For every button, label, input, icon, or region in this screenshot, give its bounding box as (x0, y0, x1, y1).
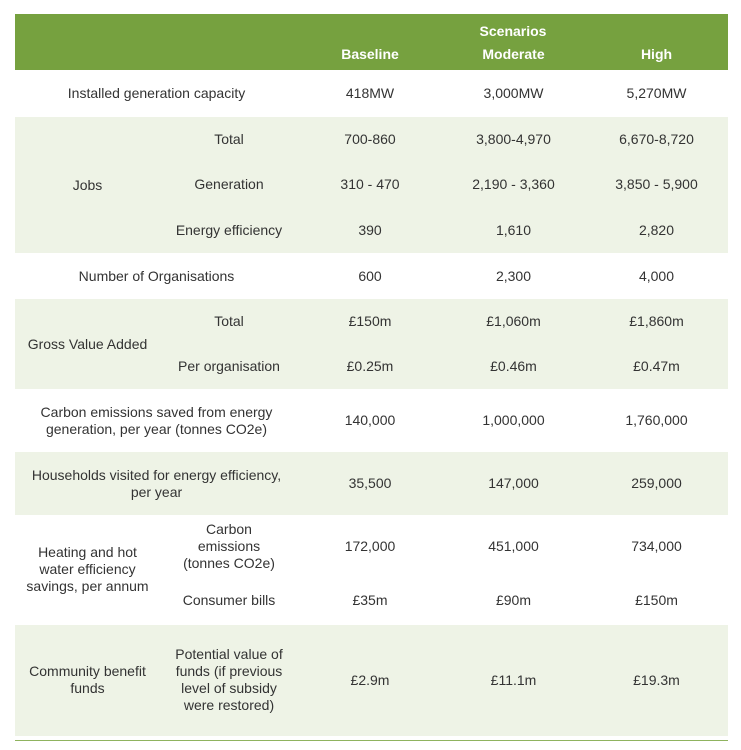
sublabel-heating-carbon (160, 515, 298, 577)
sublabel-community-potential (160, 624, 298, 736)
cell-gva-total-moderate: £1,060m (442, 299, 585, 344)
sublabel-gva-total: Total (160, 299, 298, 344)
cell-jobs-efficiency-baseline: 390 (298, 207, 442, 253)
cell-heating-carbon-baseline: 172,000 (344, 537, 396, 554)
sublabel-jobs-efficiency: Energy efficiency (160, 207, 298, 253)
header-baseline: Baseline (298, 42, 442, 70)
row-label-heating-text: Heating and hot water efficiency savings, per annum (26, 543, 149, 594)
row-label-community-text: Community benefit funds (29, 663, 146, 697)
row-label-carbon-saved (15, 389, 298, 452)
row-label-heating (15, 515, 160, 624)
cell-organisations-moderate: 2,300 (495, 267, 532, 284)
cell-carbon-saved-baseline: 140,000 (344, 412, 396, 428)
cell-households-moderate: 147,000 (442, 452, 585, 515)
cell-gva-per-org-high: £0.47m (585, 344, 728, 389)
header-spacer-2 (15, 42, 298, 70)
table-row (15, 624, 728, 736)
cell-jobs-generation-high: 3,850 - 5,900 (585, 162, 728, 207)
row-label-carbon-saved-text: Carbon emissions saved from energy generation, per year (tonnes CO2e) (40, 403, 273, 437)
cell-jobs-total-high: 6,670-8,720 (585, 117, 728, 162)
cell-community-baseline: £2.9m (298, 624, 442, 736)
cell-capacity-baseline: 418MW (345, 85, 395, 101)
scenarios-table (15, 14, 728, 736)
cell-carbon-saved-moderate: 1,000,000 (482, 412, 545, 428)
table-row (15, 253, 728, 299)
cell-households-high: 259,000 (585, 452, 728, 515)
sublabel-gva-per-org: Per organisation (160, 344, 298, 389)
sublabel-heating-carbon-text: Carbon emissions (tonnes CO2e) (183, 520, 275, 571)
cell-carbon-saved-high: 1,760,000 (625, 412, 688, 428)
cell-gva-per-org-moderate: £0.46m (442, 344, 585, 389)
table-row (15, 117, 728, 162)
cell-jobs-total-baseline: 700-860 (298, 117, 442, 162)
cell-capacity-high: 5,270MW (626, 85, 687, 101)
cell-capacity-moderate: 3,000MW (483, 85, 544, 101)
table-row (15, 70, 728, 117)
row-label-capacity: Installed generation capacity (67, 85, 246, 101)
cell-households-baseline: 35,500 (298, 452, 442, 515)
table-row (15, 452, 728, 515)
header-scenarios: Scenarios (298, 14, 728, 42)
table-row (15, 299, 728, 344)
header-moderate: Moderate (442, 42, 585, 70)
cell-organisations-baseline: 600 (358, 267, 382, 284)
cell-heating-carbon-moderate: 451,000 (488, 537, 539, 554)
sublabel-heating-bills: Consumer bills (182, 591, 276, 608)
sublabel-community-potential-text: Potential value of funds (if previous level of subsidy were restored) (175, 646, 283, 714)
cell-jobs-efficiency-moderate: 1,610 (442, 207, 585, 253)
header-high: High (585, 42, 728, 70)
table-bottom-rule (15, 740, 728, 741)
cell-heating-bills-moderate: £90m (495, 591, 532, 608)
cell-heating-bills-baseline: £35m (352, 591, 388, 608)
cell-gva-total-high: £1,860m (585, 299, 728, 344)
cell-jobs-efficiency-high: 2,820 (585, 207, 728, 253)
sublabel-jobs-generation: Generation (160, 162, 298, 207)
cell-gva-total-baseline: £150m (298, 299, 442, 344)
cell-heating-carbon-high: 734,000 (631, 537, 682, 554)
sublabel-jobs-total: Total (160, 117, 298, 162)
header-columns-row (15, 42, 728, 70)
row-label-community (15, 624, 160, 736)
table-row (15, 515, 728, 577)
cell-heating-bills-high: £150m (635, 591, 678, 608)
header-spacer (15, 14, 298, 42)
row-label-organisations: Number of Organisations (78, 267, 235, 284)
cell-jobs-generation-moderate: 2,190 - 3,360 (442, 162, 585, 207)
cell-organisations-high: 4,000 (638, 267, 675, 284)
row-label-households-text: Households visited for energy efficiency, per year (31, 466, 282, 500)
header-group-row (15, 14, 728, 42)
cell-gva-per-org-baseline: £0.25m (298, 344, 442, 389)
cell-community-high: £19.3m (585, 624, 728, 736)
table-row (15, 389, 728, 452)
row-label-gva: Gross Value Added (15, 299, 160, 389)
row-label-jobs: Jobs (15, 117, 160, 253)
cell-jobs-generation-baseline: 310 - 470 (298, 162, 442, 207)
cell-community-moderate: £11.1m (442, 624, 585, 736)
cell-jobs-total-moderate: 3,800-4,970 (442, 117, 585, 162)
row-label-households (15, 452, 298, 515)
